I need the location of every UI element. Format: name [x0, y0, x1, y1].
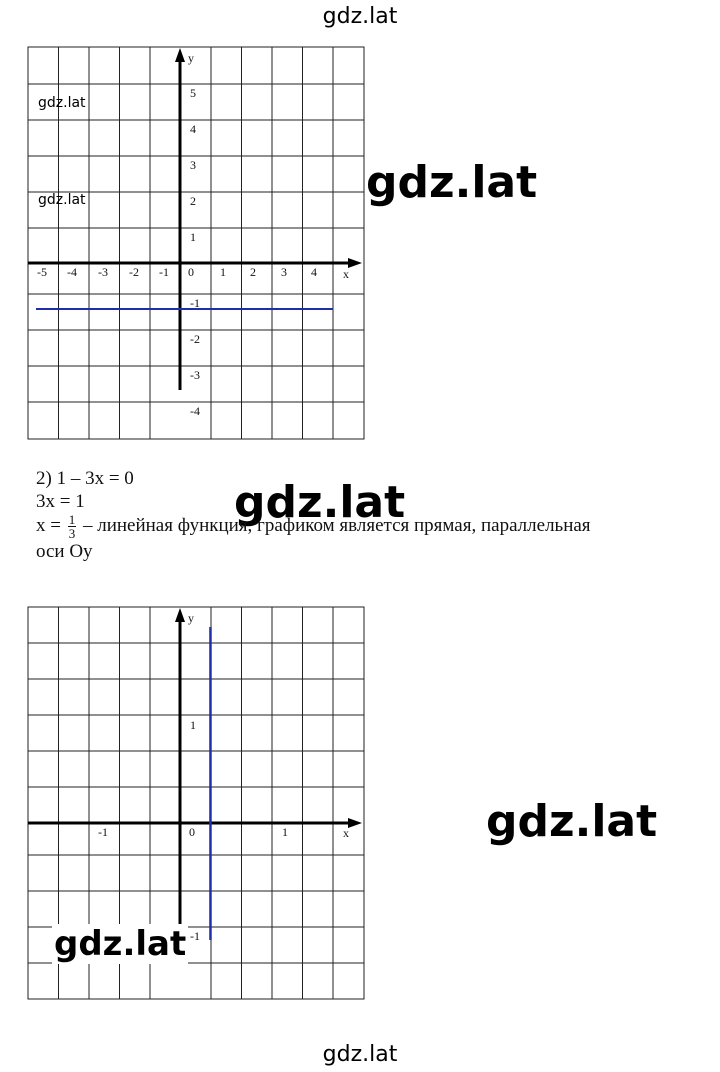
graph1-y-arrow: [175, 48, 185, 62]
tick-label: 5: [190, 86, 196, 100]
tick-label: 0: [188, 265, 194, 279]
watermark-big-1: gdz.lat: [366, 157, 538, 208]
graph1-x-arrow: [348, 258, 362, 268]
fraction-denominator: 3: [68, 526, 76, 541]
graph1-y-ticks: [190, 86, 200, 418]
graph2-y-tick-neg: -1: [190, 929, 200, 943]
graph2-x-axis-label: x: [343, 826, 349, 840]
tick-label: -4: [190, 404, 200, 418]
watermark-big-2: gdz.lat: [234, 477, 406, 528]
tick-label: -2: [129, 265, 139, 279]
tick-label: 3: [190, 158, 196, 172]
solution-line-3-prefix: x =: [36, 514, 61, 536]
tick-label: 3: [281, 265, 287, 279]
graph2-y-tick-pos: 1: [190, 718, 196, 732]
tick-label: 4: [311, 265, 317, 279]
solution-line-2: 3x = 1: [36, 491, 85, 512]
watermark-big-3: gdz.lat: [486, 796, 658, 847]
fraction: [68, 513, 77, 540]
tick-label: -3: [190, 368, 200, 382]
tick-label: -1: [190, 296, 200, 310]
graph2-y-arrow: [175, 608, 185, 622]
watermark-bottom: gdz.lat: [322, 1042, 398, 1067]
solution-line-1: 2) 1 – 3x = 0: [36, 468, 134, 489]
watermark-small-1: gdz.lat: [38, 95, 86, 111]
tick-label: 2: [190, 194, 196, 208]
graph1-x-ticks: [37, 265, 317, 279]
tick-label: 1: [220, 265, 226, 279]
solution-line-3: [36, 513, 696, 540]
tick-label: -1: [159, 265, 169, 279]
tick-label: 1: [190, 230, 196, 244]
tick-label: 2: [250, 265, 256, 279]
fraction-numerator: 1: [68, 512, 76, 527]
watermark-top: gdz.lat: [322, 4, 398, 29]
tick-label: -3: [98, 265, 108, 279]
tick-label: -2: [190, 332, 200, 346]
graph2-x-tick-pos: 1: [282, 825, 288, 839]
graph2-axes: [28, 620, 350, 950]
graph1-y-axis-label: y: [188, 51, 194, 65]
graph1-x-axis-label: x: [343, 267, 349, 281]
tick-label: -5: [37, 265, 47, 279]
solution-line-4: оси Oy: [36, 541, 93, 562]
solution-text: [36, 467, 696, 563]
graph2-x-tick-neg: -1: [98, 825, 108, 839]
tick-label: -4: [67, 265, 77, 279]
tick-label: 4: [190, 122, 196, 136]
watermark-small-2: gdz.lat: [38, 192, 86, 208]
graph2-y-axis-label: y: [188, 611, 194, 625]
graph2-x-arrow: [348, 818, 362, 828]
solution-line-3-suffix: – линейная функция, графиком является прямая, параллельная: [82, 514, 591, 536]
graph2-x-tick-zero: 0: [189, 825, 195, 839]
watermark-mid: gdz.lat: [54, 924, 187, 964]
